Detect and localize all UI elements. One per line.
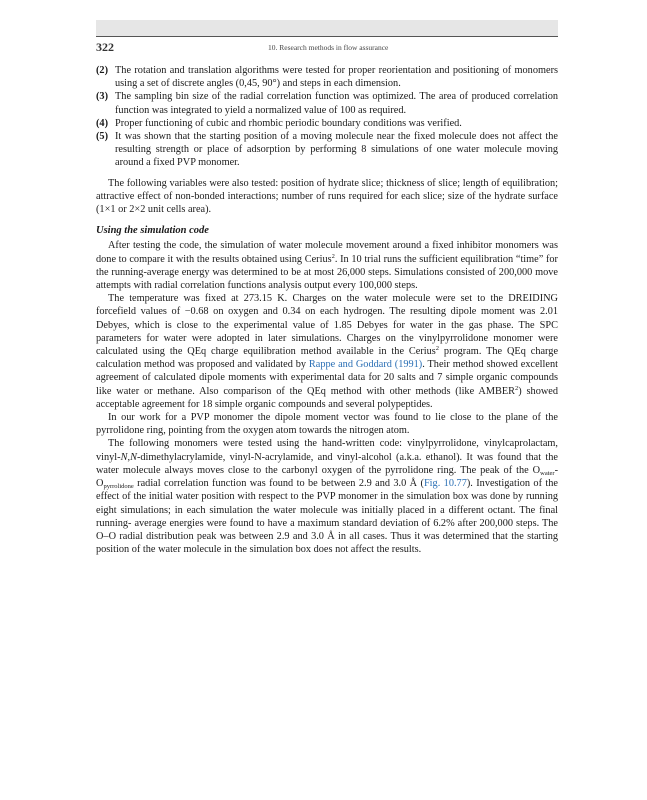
text-run: -dimethylacrylamide, vinyl-N-acrylamide, and vinyl-alcohol (a.k.a. ethanol). It was found that the water molecule always moves close to the carbonyl oxygen of the pyrrolidone ring. The peak of the O xyxy=(96,451,558,476)
text-run: ) showed acceptable agreement for 18 simple organic compounds and several polypeptides. xyxy=(96,385,558,410)
text-run: The temperature was fixed at 273.15 K. Charges on the water molecule were set to the DREIDING forcefield values of −0.68 on oxygen and 0.34 on each hydrogen. The resulting dipole moment was 2.01 Debyes, which is close to the experimental value of 1.85 Debyes for water in the gas phase. The SPC parameters for water were adopted in later simulations. Charges on the vinylpyrrolidone monomer were calculated using the QEq charge equilibration method available in the Cerius xyxy=(96,293,558,358)
subscript: water xyxy=(540,469,555,477)
superscript: 2 xyxy=(331,252,335,260)
text-run: radial correlation function was found to be between 2.9 and 3.0 Å ( xyxy=(133,478,424,490)
list-number: (2) xyxy=(96,65,109,76)
running-head: 10. Research methods in flow assurance xyxy=(268,43,389,52)
list-text: Proper functioning of cubic and rhombic periodic boundary conditions was verified. xyxy=(115,117,462,129)
list-number: (5) xyxy=(96,131,109,143)
text-run: , xyxy=(127,451,131,463)
list-item xyxy=(96,64,558,90)
page-body xyxy=(96,64,558,556)
text-run: -O xyxy=(96,464,558,490)
paragraph-testing xyxy=(96,239,558,292)
section-heading: Using the simulation code xyxy=(96,225,209,237)
header-rule xyxy=(96,36,558,37)
superscript: 2 xyxy=(515,384,519,392)
superscript: 2 xyxy=(435,345,440,353)
paragraph-temperature xyxy=(96,292,558,411)
text-run: . In 10 trial runs the sufficient equilibration “time” for the running-average energy was determined to be at most 26,000 steps. Simulations consisted of 200,000 move attempts with radial correlation functions analysis output every 100,000 steps. xyxy=(96,253,558,292)
paragraph-monomers xyxy=(96,437,558,556)
list-text: The rotation and translation algorithms were tested for proper reorientation and positioning of monomers using a set of discrete angles (0,45, 90°) and steps in each dimension. xyxy=(115,65,558,90)
list-number: (3) xyxy=(96,91,109,103)
italic-n: N xyxy=(120,451,128,463)
text-run: ). Investigation of the effect of the initial water position with respect to the PVP monomer in the simulation box was done by running eight simulations; in each simulation the water molecule was initially placed in a different octant. The final running- average energies were found to have a maximum standard deviation of 6.2% after 200,000 steps. The O–O radial distribution peak was between 2.9 and 3.0 Å in all cases. Thus it was determined that the starting position of the water molecule in the simulation box does not affect the results. xyxy=(96,478,558,556)
text-run: program. The QEq charge calculation method was proposed and validated by xyxy=(96,346,559,371)
page-number: 322 xyxy=(96,40,114,54)
text-run: . Their method showed excellent agreement of calculated dipole moments with experimental data for 20 salts and 7 simple organic compounds like water or methane. Also comparison of the QEq method with other methods (like AMBER xyxy=(96,359,558,397)
text-run: The following monomers were tested using the hand-written code: vinylpyrrolidone, vinylcaprolactam, vinyl- xyxy=(96,438,558,463)
citation-link[interactable]: Rappe and Goddard (1991) xyxy=(308,359,423,371)
list-item xyxy=(96,90,558,116)
subscript: pyrrolidone xyxy=(103,483,134,491)
paragraph-tested-variables: The following variables were also tested: position of hydrate slice; thickness of slice; length of equilibration; attractive effect of non-bonded interactions; number of runs required for each slice; size of the hydrate surface (1×1 or 2×2 unit cells area). xyxy=(96,177,558,216)
text-run: After testing the code, the simulation of water molecule movement around a fixed inhibitor monomers was done to compare it with the results obtained using Cerius xyxy=(96,240,558,265)
paragraph-dipole: In our work for a PVP monomer the dipole moment vector was found to lie close to the plane of the pyrrolidone ring, pointing from the oxygen atom towards the nitrogen atom. xyxy=(96,412,558,437)
list-number: (4) xyxy=(96,117,109,129)
list-text: It was shown that the starting position of a moving molecule near the fixed molecule does not affect the resulting strength or place of adsorption by performing 8 simulations of one water molecule moving around a fixed PVP monomer. xyxy=(115,131,558,169)
list-item xyxy=(96,130,558,170)
list-text: The sampling bin size of the radial correlation function was optimized. The area of produced correlation function was integrated to yield a normalized value of 100 as required. xyxy=(115,91,558,116)
italic-n: N xyxy=(130,451,137,463)
figure-link[interactable]: Fig. 10.77 xyxy=(423,478,467,490)
list-item xyxy=(96,117,558,130)
header-band xyxy=(96,20,558,36)
